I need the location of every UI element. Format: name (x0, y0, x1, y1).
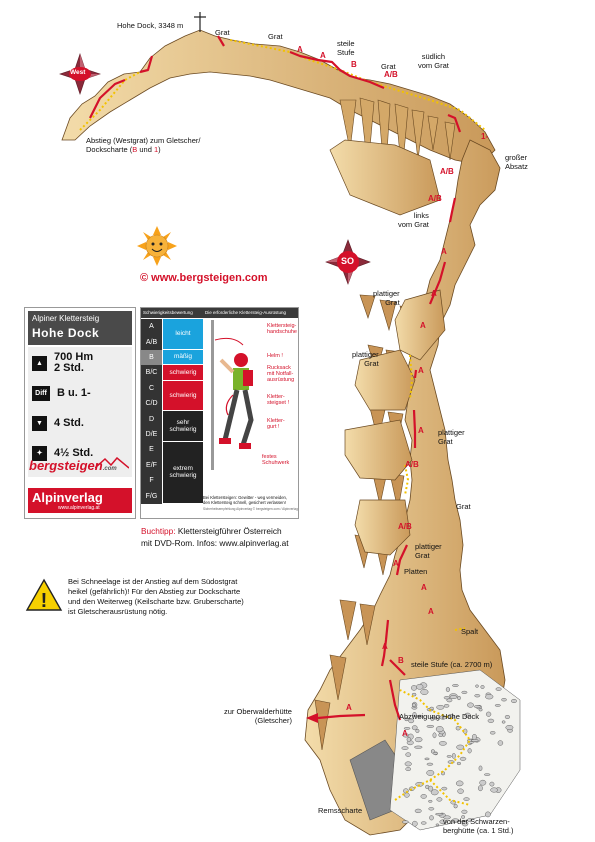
scree-stone (468, 748, 472, 753)
grade-mark: A (428, 607, 434, 616)
grade-mark: A (420, 321, 426, 330)
grade-mark: B (351, 60, 357, 69)
scree-stone (479, 766, 482, 771)
label-grat-1: Grat (215, 28, 230, 37)
card-title: Hohe Dock (32, 326, 100, 340)
scree-stone (406, 767, 411, 770)
grade-mark: 1- (481, 132, 489, 141)
card-subtitle: Alpiner Klettersteig (32, 314, 100, 323)
scree-stone (481, 685, 485, 688)
stat-descent (32, 413, 84, 433)
card-header (28, 311, 132, 345)
scree-stone (435, 813, 443, 815)
scree-stone (472, 734, 476, 739)
scree-stone (458, 789, 464, 794)
label-grat-3: Grat (381, 62, 396, 71)
scree-stone (436, 726, 443, 732)
grade-c: C (141, 381, 162, 396)
scree-stone (402, 747, 409, 750)
equip-backpack: Rucksack mit Notfall- ausrüstung (267, 365, 295, 383)
label-oberwalderhuette: zur Oberwalderhütte (Gletscher) (224, 707, 292, 725)
difficulty-band: mäßig (163, 350, 203, 364)
scree-stone (462, 691, 467, 694)
scree-stone (414, 746, 422, 749)
label-grat-4: Grat (456, 502, 471, 511)
scree-stone (478, 786, 482, 791)
scree-stone (457, 745, 464, 750)
sun-mascot-icon (137, 226, 177, 266)
scree-stone (428, 800, 432, 802)
alpinverlag-logo (28, 488, 132, 513)
difficulty-scale-panel (140, 307, 299, 519)
scree-stone (486, 712, 491, 717)
difficulty-badge: Diff (32, 386, 50, 401)
label-steile-stufe-2700: steile Stufe (ca. 2700 m) (411, 660, 493, 669)
grade-c-d: C/D (141, 396, 162, 411)
label-abstieg (86, 136, 200, 154)
logo-text: bergsteigen (29, 458, 103, 473)
abstieg-text: Abstieg (Westgrat) zum Gletscher/ Dockscharte ( (86, 136, 201, 154)
scree-stone (474, 705, 480, 708)
scree-stone (467, 703, 473, 708)
label-grat-2: Grat (268, 32, 283, 41)
grade-mark: A/B (398, 522, 412, 531)
scree-stone (495, 704, 500, 706)
label-plattiger-grat-2: plattiger Grat (352, 350, 379, 368)
grade-mark: A (297, 45, 303, 54)
scree-stone (446, 687, 450, 692)
equip-harness: Kletter- gurt ! (267, 418, 285, 430)
grade-mark: A (418, 426, 424, 435)
scree-stone (444, 696, 450, 699)
difficulty-band: schwierig (163, 381, 203, 411)
abstieg-close: ) (158, 145, 161, 154)
label-grosser-absatz: großer Absatz (505, 153, 528, 171)
book-tip (141, 525, 289, 549)
stat-difficulty-value: B u. 1- (57, 386, 91, 399)
scree-stone (402, 821, 408, 824)
scree-stone (464, 798, 470, 801)
scree-stone (454, 804, 458, 808)
scree-stone (498, 741, 503, 746)
grade-e-f: E/F (141, 458, 162, 473)
stat-descent-value: 4 Std. (54, 416, 84, 429)
grade-f-g: F/G (141, 488, 162, 503)
scree-stone (479, 709, 482, 712)
grade-a: A (141, 319, 162, 334)
label-links-vom-grat: links vom Grat (398, 211, 429, 229)
label-spalt: Spalt (461, 627, 479, 636)
website-link[interactable]: © www.bergsteigen.com (140, 272, 268, 284)
scree-stone (439, 741, 446, 745)
stat-ascent-value: 700 Hm 2 Std. (54, 351, 94, 374)
grade-a-b: A/B (141, 334, 162, 349)
abstieg-grade-b: B (132, 145, 138, 154)
stat-difficulty (32, 383, 91, 403)
difficulty-band: extrem schwierig (163, 442, 203, 503)
difficulty-band: sehr schwierig (163, 411, 203, 441)
scree-stone (444, 704, 449, 707)
grade-mark: A (421, 583, 427, 592)
grade-mark: A (418, 366, 424, 375)
scale-header (141, 308, 298, 318)
scree-stone (496, 688, 502, 691)
route-info-card (24, 307, 136, 519)
scale-footer-small: Sicherheitsempfehlung Alpinverlag © bergsteigen.com / Alpinverlag (203, 507, 298, 511)
grade-e: E (141, 442, 162, 457)
scree-stone (429, 816, 433, 821)
label-steile-stufe: steile Stufe (337, 39, 355, 57)
scree-stone (425, 758, 430, 760)
publisher-url[interactable]: www.alpinverlag.at (58, 505, 100, 511)
scree-stone (412, 821, 417, 826)
grade-mark: A (393, 559, 399, 568)
summit-label: Hohe Dock, 3348 m (117, 21, 184, 30)
scree-stone (456, 781, 463, 786)
grade-mark: A (346, 703, 352, 712)
scree-stone (505, 715, 510, 718)
scree-stone (475, 694, 480, 697)
climber-figure-icon (203, 320, 265, 470)
label-remsscharte: Remsscharte (318, 806, 363, 815)
scree-stone (415, 809, 421, 813)
scree-stone (471, 739, 478, 741)
grade-mark: A/B (405, 460, 419, 469)
scree-stone (452, 753, 455, 758)
grade-mark: A/B (384, 70, 398, 79)
grade-mark: A/B (428, 194, 442, 203)
scree-stone (427, 763, 433, 765)
difficulty-band: schwierig (163, 365, 203, 379)
scree-stone (437, 705, 445, 709)
scree-stone (502, 698, 507, 701)
grade-d-e: D/E (141, 427, 162, 442)
label-suedlich-vom-grat: südlich vom Grat (418, 52, 449, 70)
descent-icon: ▼ (32, 416, 47, 431)
abstieg-grade-1: 1 (153, 145, 159, 154)
scree-stone (415, 737, 422, 742)
scree-stone (480, 780, 486, 785)
scree-stone (429, 807, 434, 810)
grade-d: D (141, 411, 162, 426)
scree-stone (406, 753, 411, 757)
scree-stone (427, 770, 434, 775)
svg-text:!: ! (40, 590, 48, 612)
label-platten: Platten (404, 567, 428, 576)
scree-stone (491, 788, 498, 793)
book-tip-line2[interactable]: mit DVD-Rom. Infos: www.alpinverlag.at (141, 538, 289, 548)
scree-stone (452, 684, 458, 686)
scree-stone (506, 725, 513, 729)
scree-stone (511, 699, 516, 703)
scree-stone (485, 694, 493, 699)
grade-mark: B (398, 656, 404, 665)
summit-cross-icon (194, 12, 206, 32)
scree-stone (425, 785, 429, 789)
scree-stone (458, 696, 461, 700)
scree-stone (442, 787, 447, 790)
grade-mark: A (402, 729, 408, 738)
scale-footer: Bei Klettersteigen: Gewitter - weg vermeiden, den Klettersteig schnell, gesichert verlassen! (203, 495, 288, 505)
grade-mark: A (320, 51, 326, 60)
scale-header-right: Die erforderliche Klettersteig-Ausrüstung (205, 310, 287, 315)
scree-stone (462, 810, 468, 814)
grade-b-c: B/C (141, 365, 162, 380)
scree-stone (433, 752, 438, 754)
label-plattiger-grat-3: plattiger Grat (438, 428, 465, 446)
scree-stone (457, 762, 461, 765)
compass-southeast-label: SO (341, 256, 355, 266)
warning-text: Bei Schneelage ist der Anstieg auf dem Südostgrat heikel (gefährlich)! Für den Abstieg zur Dockscharte und den Weiterweg (Keilscharte bzw. Gruberscharte) ist Gletscherausrüstung nötig. (68, 577, 244, 616)
scree-stone (490, 782, 494, 786)
book-tip-text: Klettersteigführer Österreich (175, 526, 282, 536)
climber-up-icon: ▲ (32, 356, 47, 371)
difficulty-band: leicht (163, 319, 203, 349)
mountain-logo-icon (95, 456, 129, 474)
scree-stone (502, 721, 505, 724)
warning-icon (27, 580, 61, 612)
scree-stone (488, 719, 494, 723)
stat-ascent (32, 353, 93, 373)
grade-mark: A (431, 289, 437, 298)
hiker-icon: ✦ (32, 446, 47, 461)
scree-stone (421, 794, 427, 798)
scree-stone (437, 798, 442, 802)
label-plattiger-grat-1: plattiger Grat (373, 289, 400, 307)
scree-stone (460, 757, 466, 760)
scree-stone (433, 733, 436, 738)
label-abzweigung: Abzweigung Hohe Dock (399, 712, 480, 721)
logo-suffix: .com (102, 466, 117, 472)
compass-west-label: West (70, 69, 86, 76)
grade-mark: A (382, 642, 388, 651)
scree-stone (416, 684, 423, 689)
grade-b: B (141, 350, 162, 365)
scree-stone (411, 685, 417, 690)
scree-stone (421, 689, 429, 694)
equip-set: Kletter- steigset ! (267, 394, 290, 406)
scree-stone (450, 696, 457, 699)
grade-mark: A (441, 247, 447, 256)
label-plattiger-grat-4: plattiger Grat (415, 542, 442, 560)
equip-gloves: Klettersteig- handschuhe (267, 323, 297, 335)
scale-header-left: Schwierigkeitsbewertung (143, 310, 193, 315)
book-tip-label: Buchtipp: (141, 526, 176, 536)
abstieg-und: und (137, 145, 154, 154)
scree-stone (484, 774, 490, 776)
scree-stone (447, 755, 452, 757)
grade-f: F (141, 473, 162, 488)
stat-total-value: 4½ Std. (54, 446, 94, 459)
grade-mark: A/B (440, 167, 454, 176)
scree-stone (476, 685, 479, 688)
scree-stone (436, 824, 439, 826)
publisher-name: Alpinverlag (32, 490, 103, 505)
label-schwarzenberghuette: von der Schwarzen- berghütte (ca. 1 Std.) (443, 817, 514, 835)
scree-stone (404, 793, 409, 798)
scree-stone (412, 704, 416, 707)
equip-shoes: festes Schuhwerk (262, 454, 290, 466)
scree-stone (421, 822, 426, 825)
scree-stone (490, 731, 495, 734)
scree-stone (405, 762, 412, 766)
equip-helmet: Helm ! (267, 353, 283, 359)
scree-stone (427, 725, 434, 727)
scree-stone (416, 729, 420, 732)
